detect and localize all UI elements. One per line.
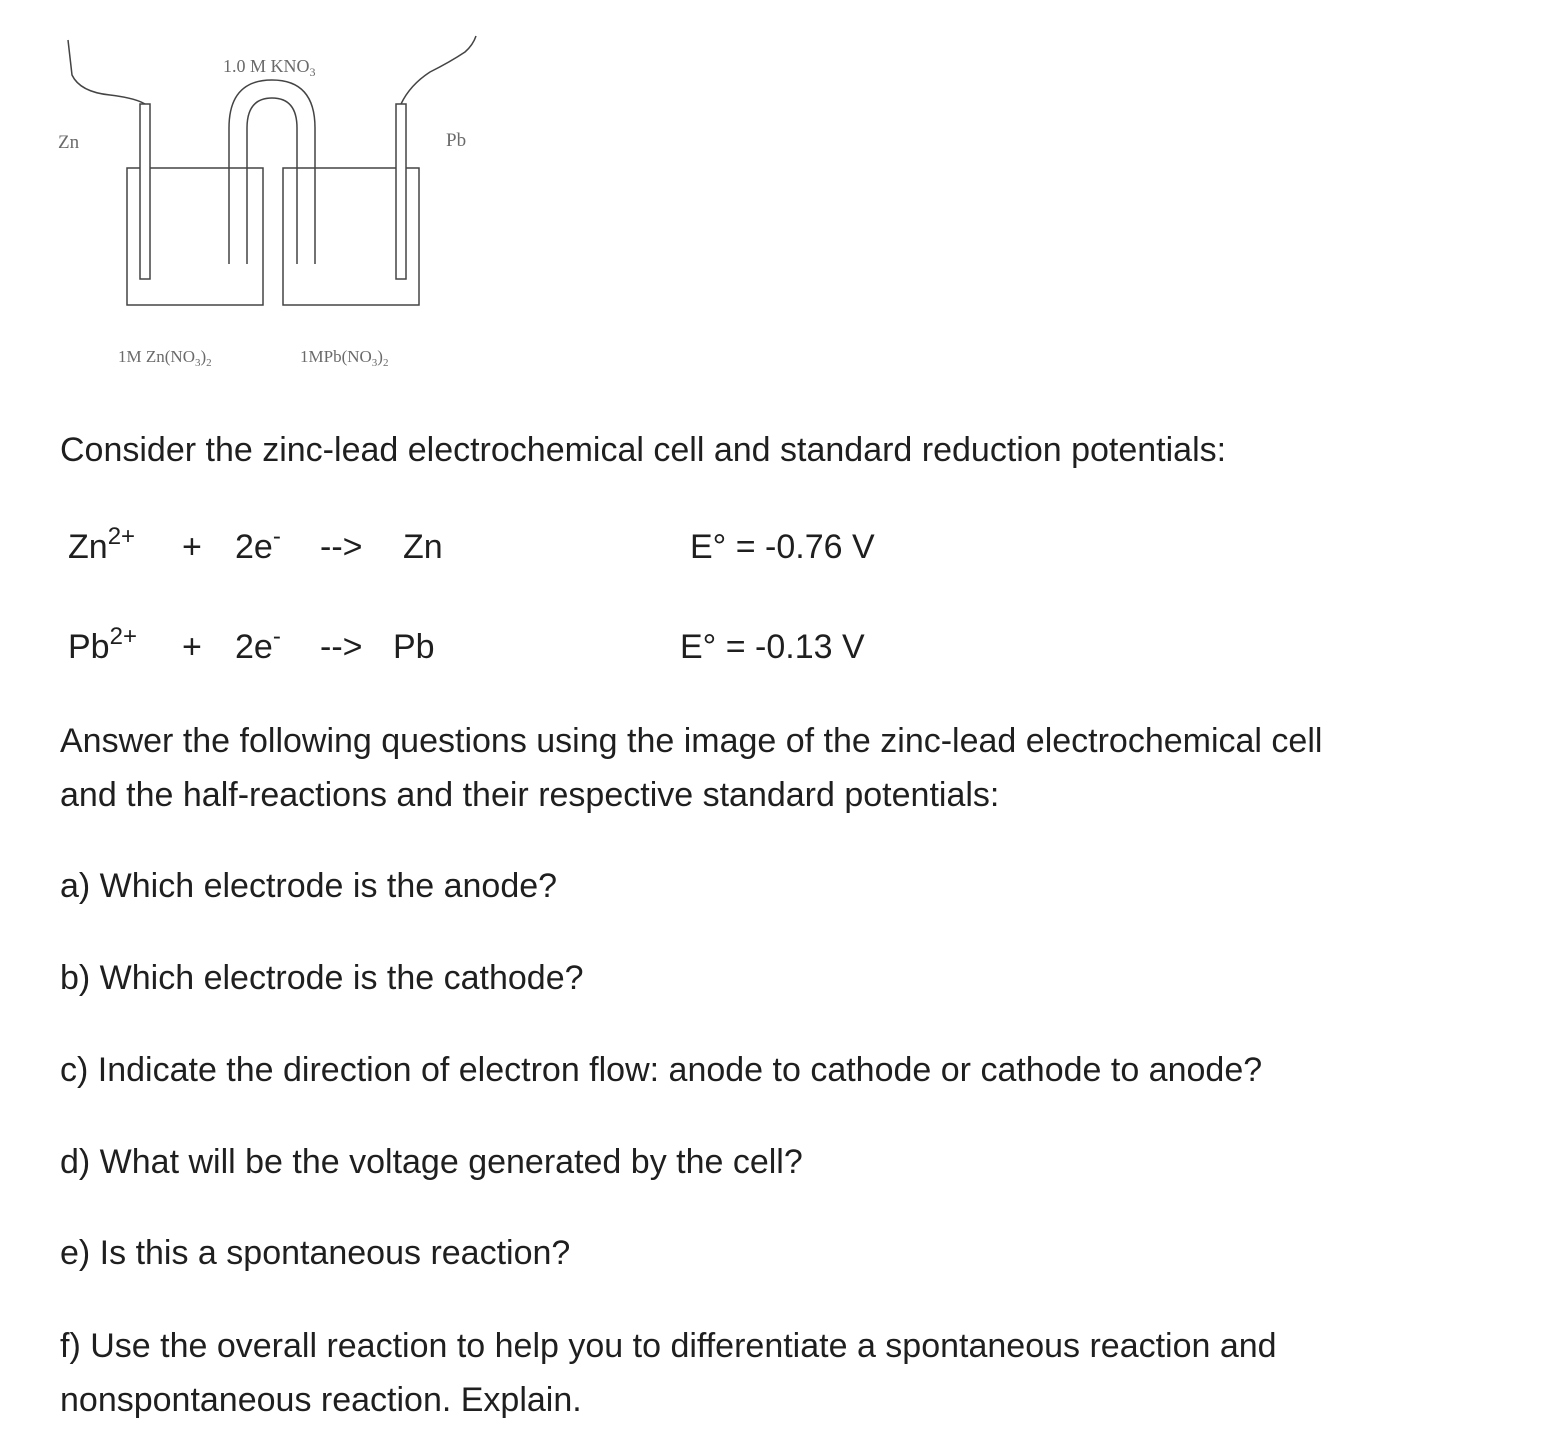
question-d: d) What will be the voltage generated by the cell? (60, 1143, 803, 1181)
lead-arrow: --> (320, 628, 363, 666)
instructions-line-1: Answer the following questions using the image of the zinc-lead electrochemical cell (60, 722, 1323, 760)
lead-electrons: 2e- (235, 623, 281, 666)
question-f-line-1: f) Use the overall reaction to help you to differentiate a spontaneous reaction and (60, 1327, 1277, 1365)
question-f-line-2: nonspontaneous reaction. Explain. (60, 1381, 582, 1419)
question-a: a) Which electrode is the anode? (60, 867, 558, 905)
lead-plus: + (182, 628, 202, 666)
lead-solution-label: 1MPb(NO (300, 347, 372, 366)
zinc-electrons: 2e- (235, 523, 281, 566)
svg-text:1MPb(NO3)2: $1MPb(NO_3)_2$ (300, 347, 389, 369)
zinc-half-reaction: $Zn^{2+}$ (68, 523, 136, 566)
zinc-plus: + (182, 528, 202, 566)
electrochemical-cell-diagram (0, 0, 520, 400)
question-e: e) Is this a spontaneous reaction? (60, 1234, 571, 1272)
zinc-arrow: --> (320, 528, 363, 566)
salt-bridge (229, 80, 315, 264)
intro-text: Consider the zinc-lead electrochemical cell and standard reduction potentials: (60, 431, 1227, 469)
zinc-solution-label: 1M Zn(NO (118, 347, 195, 366)
svg-text:1.0 M KNO3 (223, 56, 316, 79)
zinc-potential: E° = -0.76 V (690, 528, 875, 566)
salt-bridge-subscript: 3 (309, 65, 316, 79)
zinc-label: Zn (58, 132, 80, 153)
question-c: c) Indicate the direction of electron flow: anode to cathode or cathode to anode? (60, 1051, 1263, 1089)
lead-half-reaction: $Pb^{2+}$ (68, 623, 137, 666)
lead-electrode (396, 104, 406, 279)
lead-label: Pb (446, 130, 467, 151)
question-b: b) Which electrode is the cathode? (60, 959, 584, 997)
svg-text:1M Zn(NO3)2: 1M $Zn(NO_3)_2$ (118, 347, 212, 369)
lead-product: Pb (393, 628, 435, 666)
salt-bridge-label: 1.0 M KNO (223, 56, 310, 76)
instructions-line-2: and the half-reactions and their respective standard potentials: (60, 776, 1000, 814)
zinc-electrode (140, 104, 150, 279)
left-wire (68, 40, 145, 104)
zinc-product: Zn (403, 528, 443, 566)
lead-potential: E° = -0.13 V (680, 628, 865, 666)
right-wire (401, 36, 476, 104)
